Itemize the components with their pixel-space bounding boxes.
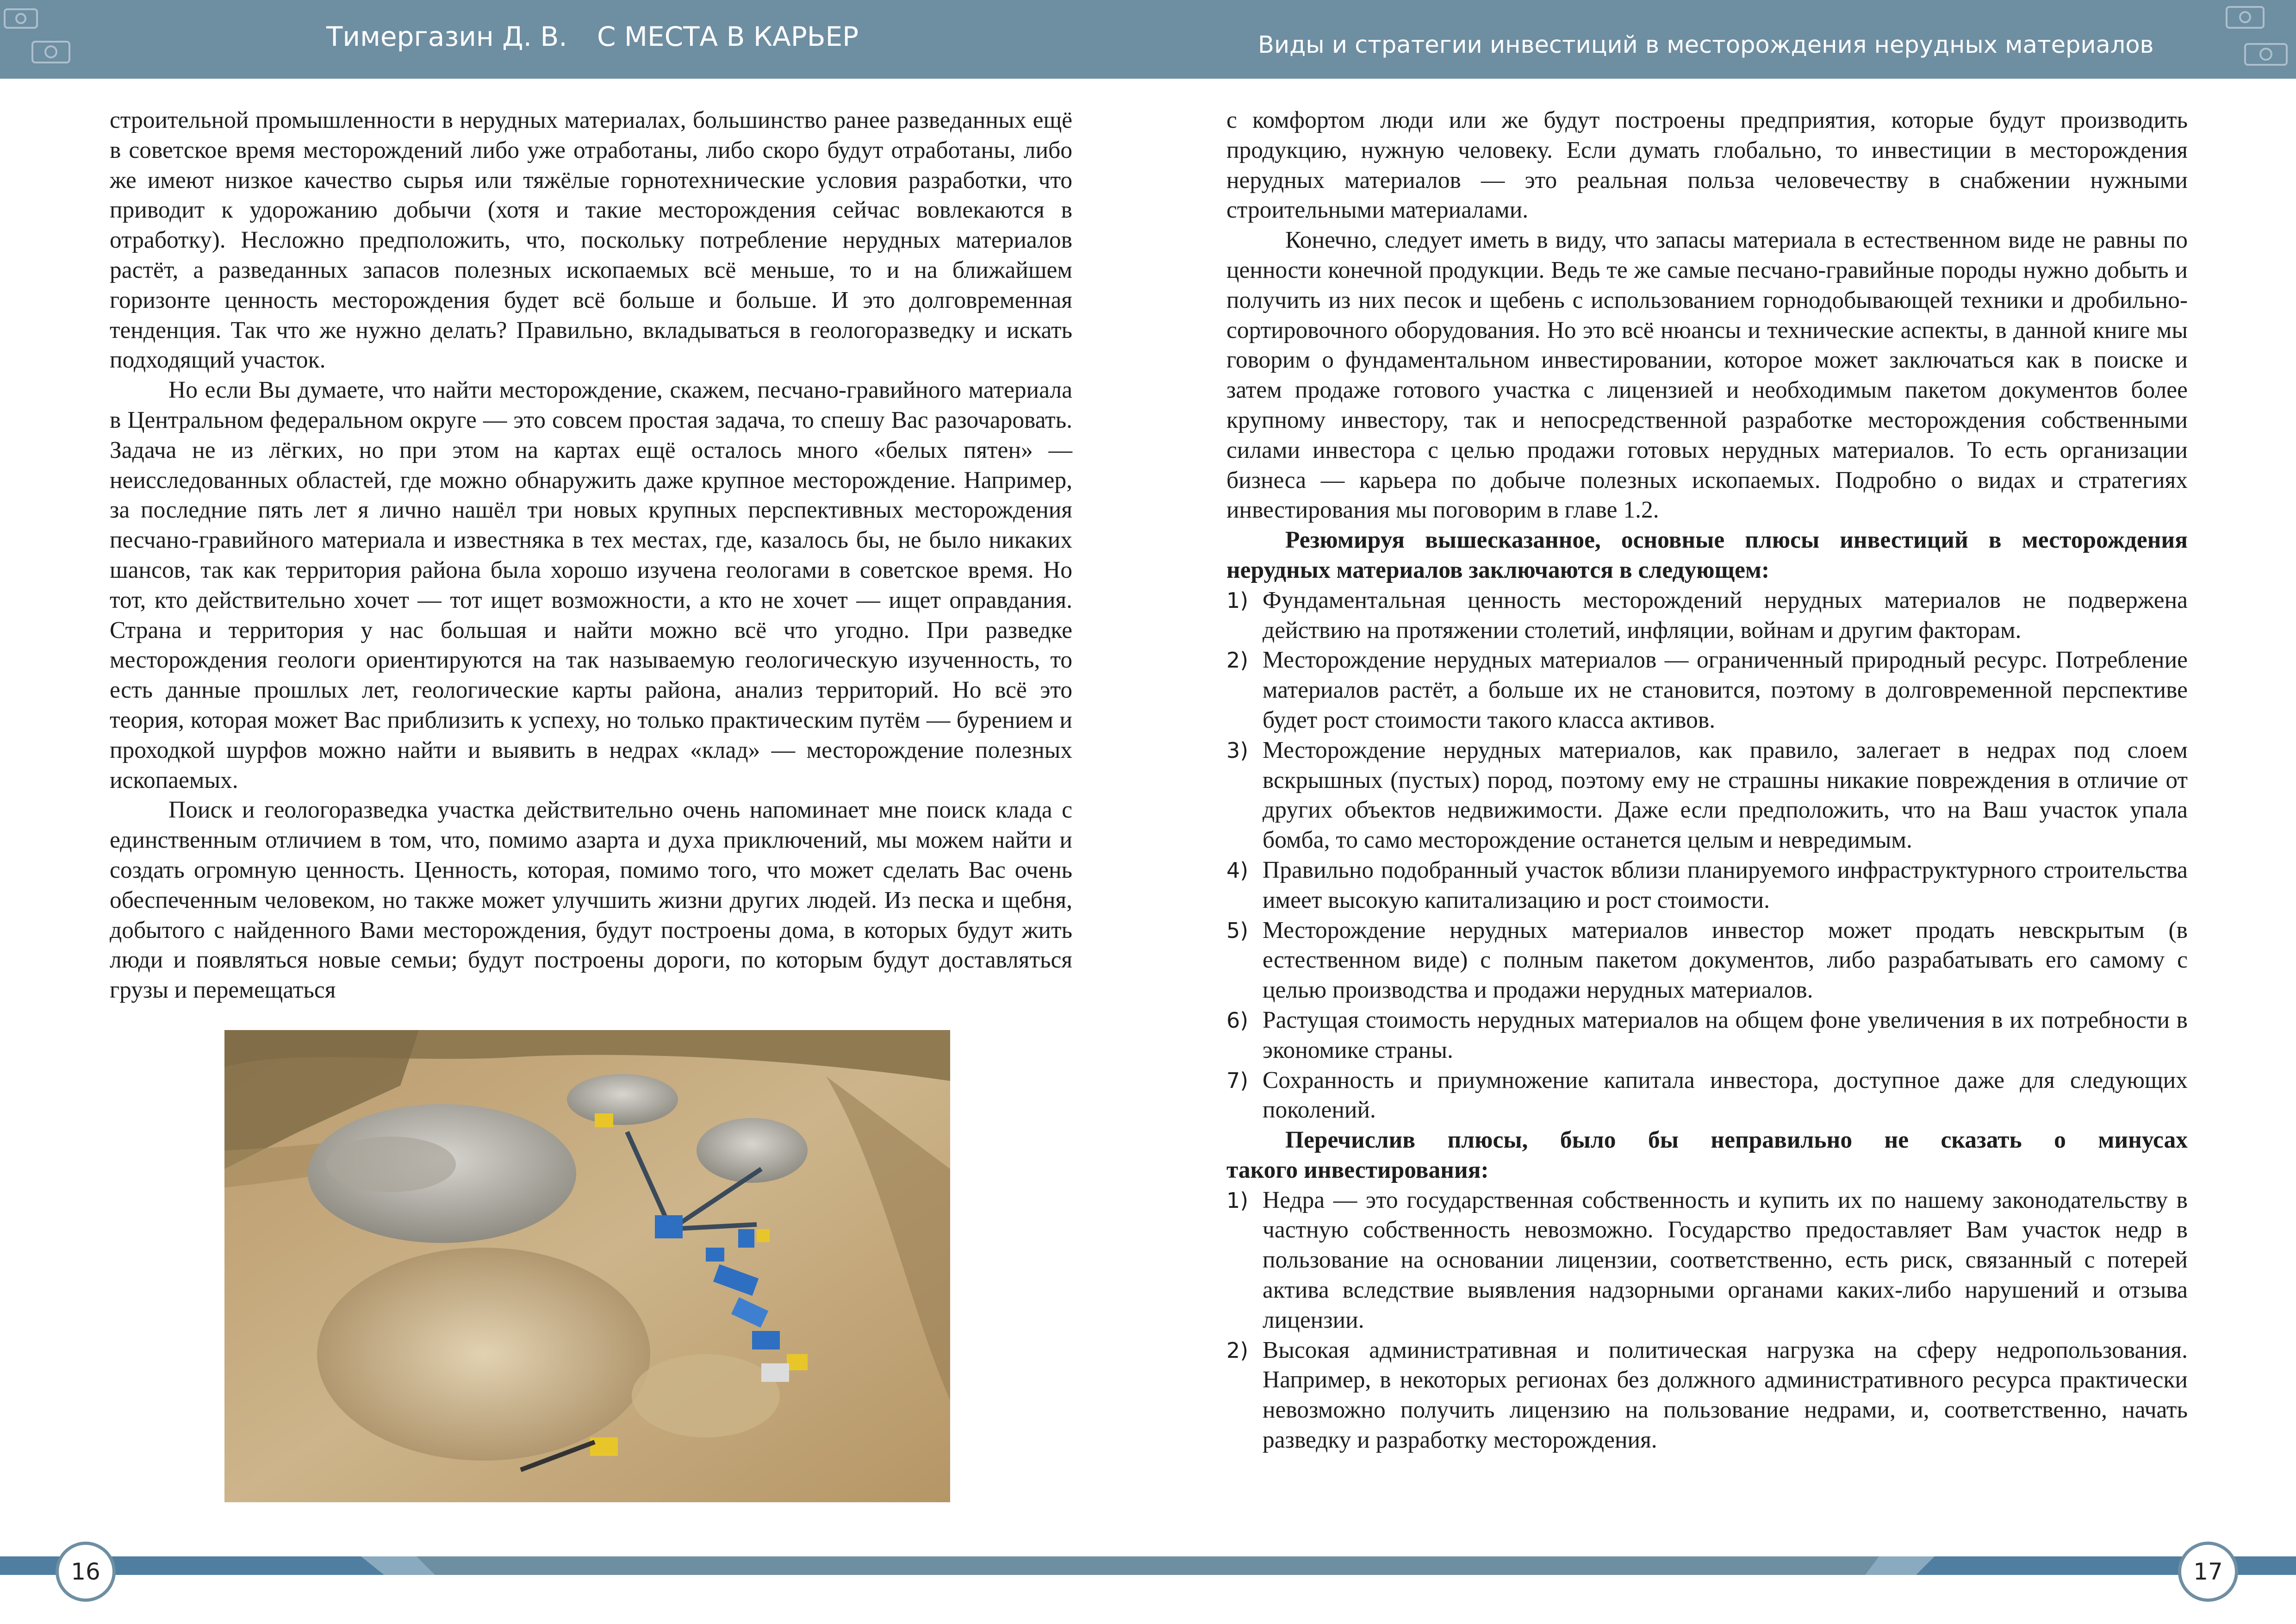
list-item: 2) Месторождение нерудных материалов — ограниченный природный ресурс. Потребление материалов растёт, а больше их не становится, поэтому в долговременной перспективе будет рост стоимости такого класса активов.: [1226, 647, 2188, 733]
list-item: 1) Фундаментальная ценность месторождений нерудных материалов не подвержена действию на протяжении столетий, инфляции, войнам и другим факторам.: [1226, 587, 2188, 643]
paragraph: Но если Вы думаете, что найти месторождение, скажем, песчано-гравийного материала в Центральном федеральном округе — это совсем простая задача, то спешу Вас разочаровать. Задача не из лёгких, но при этом на картах ещё осталось много «белых пятен» — неисследованных областей, где можно обнаружить даже крупное месторождение. Например, за последние пять лет я лично нашёл три новых крупных перспективных месторождения песчано-гравийного материала и известняка в тех местах, где, казалось бы, не было никаких шансов, так как территория района была хорошо изучена геологами в советское время. Но тот, кто действительно хочет — тот ищет возможности, а кто не хочет — ищет оправдания. Страна и территория у нас большая и найти можно всё что угодно. При разведке месторождения геологи ориентируются на так называемую геологическую изученность, то есть данные прошлых лет, геологические карты района, анализ территорий. Но всё это теория, которая может Вас приблизить к успеху, но только практическим путём — бурением и проходкой шурфов можно найти и выявить в недрах «клад» — месторождение полезных ископаемых.: [110, 377, 1072, 793]
cons-heading-continued: такого инвестирования:: [1226, 1156, 1489, 1183]
left-page-text: [110, 106, 1072, 1006]
list-item: 4) Правильно подобранный участок вблизи планируемого инфраструктурного строительства имеет высокую капитализацию и рост стоимости.: [1226, 856, 2188, 913]
cons-list: [1226, 1186, 2188, 1455]
list-item: 2) Высокая административная и политическая нагрузка на сферу недропользования. Например, в некоторых регионах без должного административного ресурса практически невозможно получить лицензию на пользование недрами, и, соответственно, начать разведку и разработку месторождения.: [1226, 1337, 2188, 1454]
pros-heading: Резюмируя вышесказанное, основные плюсы инвестиций в месторождения нерудных материалов заключаются в следующем:: [1226, 527, 2188, 583]
header-author: Тимергазин Д. В.: [326, 21, 567, 52]
right-page-text: [1226, 106, 2188, 1455]
list-item: 7) Сохранность и приумножение капитала инвестора, доступное даже для следующих поколений.: [1226, 1067, 2188, 1124]
paragraph: Поиск и геологоразведка участка действительно очень напоминает мне поиск клада с единственным отличием в том, что, помимо азарта и духа приключений, мы можем найти и создать огромную ценность. Ценность, которая, помимо того, что может сделать Вас очень обеспеченным человеком, но также может улучшить жизни других людей. Из песка и щебня, добытого с найденного Вами месторождения, будут построены дома, в которых будут жить люди и появляться новые семьи; будут построены дороги, по которым будут доставляться грузы и перемещаться: [110, 797, 1072, 1004]
cons-heading: Перечислив плюсы, было бы неправильно не сказать о минусах: [1285, 1127, 2188, 1154]
list-item: 5) Месторождение нерудных материалов инвестор может продать невскрытым (в естественном виде) с полным пакетом документов, либо разрабатывать его самому с целью производства и продажи нерудных материалов.: [1226, 917, 2188, 1004]
running-header: [0, 0, 2296, 79]
paragraph: строительной промышленности в нерудных материалах, большинство ранее разведанных ещё в советское время месторождений либо уже отработаны, либо скоро будут отработаны, либо же имеют низкое качество сырья или тяжёлые горнотехнические условия разработки, что приводит к удорожанию добычи (хотя и такие месторождения сейчас вовлекаются в отработку). Несложно предположить, что, поскольку потребление нерудных материалов растёт, а разведанных запасов полезных ископаемых всё меньше, то и на ближайшем горизонте ценность месторождения будет всё больше и больше. И это долговременная тенденция. Так что же нужно делать? Правильно, вкладываться в геологоразведку и искать подходящий участок.: [110, 107, 1072, 374]
paragraph: Конечно, следует иметь в виду, что запасы материала в естественном виде не равны по ценности конечной продукции. Ведь те же самые песчано-гравийные породы нужно добыть и получить из них песок и щебень с использованием горнодобывающей техники и дробильно-сортировочного оборудования. Но это всё нюансы и технические аспекты, в данной книге мы говорим о фундаментальном инвестировании, которое может заключаться как в поиске и затем продаже готового участка с лицензией и необходимым пакетом документов более крупному инвестору, так и непосредственной разработке месторождения собственными силами инвестора с целью продажи готовых нерудных материалов. То есть организации бизнеса — карьера по добыче полезных ископаемых. Подробно о видах и стратегиях инвестирования мы поговорим в главе 1.2.: [1226, 227, 2188, 524]
header-book-title: С МЕСТА В КАРЬЕР: [597, 21, 859, 52]
list-item: 6) Растущая стоимость нерудных материалов на общем фоне увеличения в их потребности в экономике страны.: [1226, 1006, 2188, 1063]
money-pattern-decoration: [0, 0, 79, 79]
pros-list: [1226, 586, 2188, 1125]
list-item: 1) Недра — это государственная собственность и купить их по нашему законодательству в частную собственность невозможно. Государство предоставляет Вам участок недр в пользование на основании лицензии, соответственно, есть риск, связанный с потерей актива вследствие выявления надзорными органами каких-либо нарушений и отзыва лицензии.: [1226, 1187, 2188, 1333]
money-pattern-decoration: [2217, 0, 2296, 79]
page-number-left: 16: [56, 1542, 116, 1602]
footer-band: [0, 1556, 2296, 1575]
header-chapter-title: Виды и стратегии инвестиций в месторождения нерудных материалов: [1258, 31, 2154, 59]
page-number-right: 17: [2178, 1542, 2238, 1602]
list-item: 3) Месторождение нерудных материалов, как правило, залегает в недрах под слоем вскрышных (пустых) пород, поэтому ему не страшны никакие повреждения в отличие от других объектов недвижимости. Даже если предположить, что на Ваш участок упала бомба, то само месторождение останется целым и невредимым.: [1226, 737, 2188, 854]
paragraph: с комфортом люди или же будут построены предприятия, которые будут производить продукцию, нужную человеку. Если думать глобально, то инвестиции в месторождения нерудных материалов — это реальная польза человечеству в снабжении нужными строительными материалами.: [1226, 107, 2188, 224]
quarry-aerial-photo: [224, 1030, 950, 1502]
